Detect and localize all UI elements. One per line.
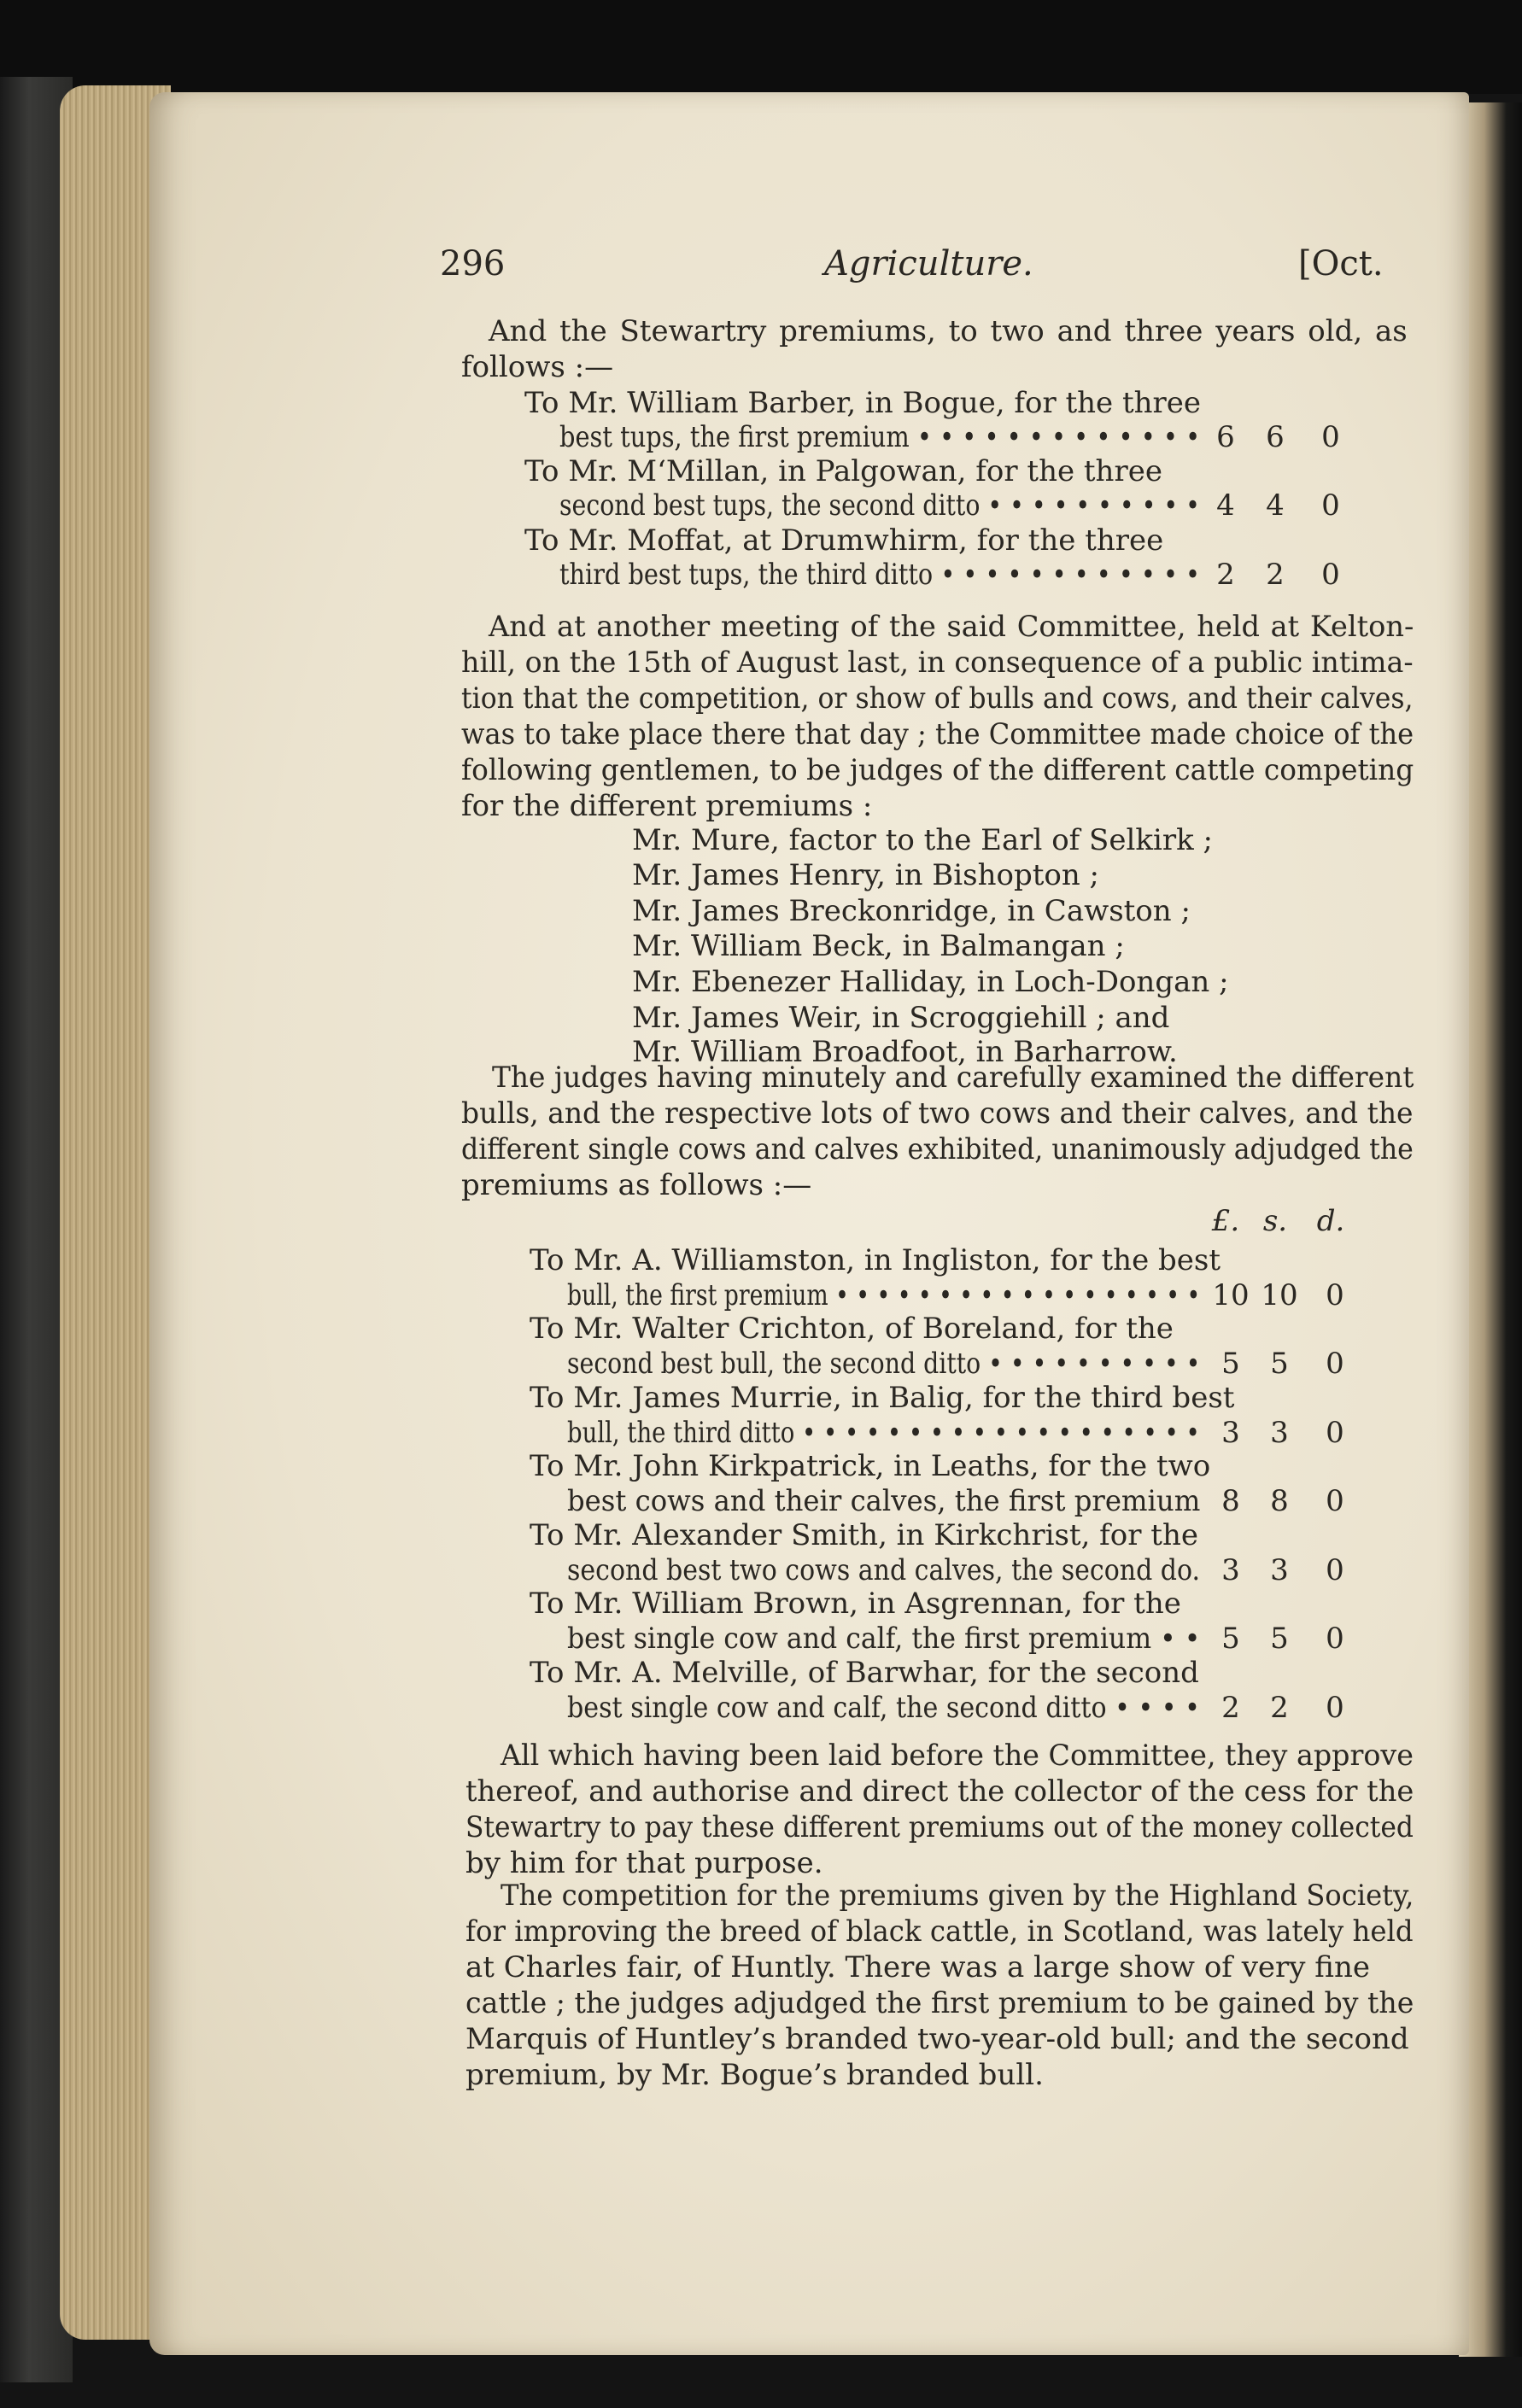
running-title: Agriculture. [824, 244, 1033, 283]
tups-premium-2-shillings: 4 [1266, 488, 1285, 523]
cattle-premium-2-pounds: 5 [1221, 1347, 1240, 1381]
cattle-premium-1-line-1: To Mr. A. Williamston, in Ingliston, for the best [530, 1243, 1221, 1277]
judge-name: Mr. Ebenezer Halliday, in Loch-Dongan ; [632, 965, 1229, 999]
judges-paragraph-line: bulls, and the respective lots of two cows and their calves, and the [461, 1096, 1414, 1131]
judge-name: Mr. James Breckonridge, in Cawston ; [632, 894, 1191, 928]
currency-pounds-header: £. [1211, 1204, 1240, 1238]
tups-premium-2-pence: 0 [1321, 488, 1340, 523]
cattle-premium-7-pence: 0 [1326, 1691, 1344, 1725]
cattle-premium-5-pounds: 3 [1221, 1553, 1240, 1587]
cattle-premium-3-line-1: To Mr. James Murrie, in Balig, for the third best [530, 1381, 1235, 1415]
tups-premium-1-line-2: best tups, the first premium • • • • • • • • • • • • • [559, 420, 1201, 454]
cattle-premium-5-shillings: 3 [1270, 1553, 1289, 1587]
cattle-premium-1-line-2: bull, the first premium • • • • • • • • • • • • • • • • • • [567, 1278, 1201, 1312]
cattle-premium-7-pounds: 2 [1221, 1691, 1240, 1725]
highland-paragraph-line: premium, by Mr. Bogue’s branded bull. [465, 2058, 1044, 2092]
cattle-premium-6-pence: 0 [1326, 1622, 1344, 1656]
cattle-premium-1-pounds: 10 [1212, 1278, 1250, 1312]
cattle-premium-4-shillings: 8 [1270, 1484, 1289, 1518]
meeting-paragraph-line: hill, on the 15th of August last, in consequence of a public intima- [461, 646, 1414, 680]
meeting-paragraph-line: following gentlemen, to be judges of the different cattle competing [461, 753, 1414, 787]
intro-line: follows :— [461, 350, 614, 384]
cattle-premium-5-line-1: To Mr. Alexander Smith, in Kirkchrist, for the [530, 1518, 1198, 1552]
approval-paragraph-line: All which having been laid before the Committee, they approve [501, 1739, 1414, 1773]
currency-pence-header: d. [1316, 1204, 1345, 1238]
cattle-premium-7-line-2: best single cow and calf, the second ditto • • • • [567, 1691, 1200, 1725]
page-number: 296 [440, 244, 506, 283]
cattle-premium-4-line-2: best cows and their calves, the first premium [567, 1484, 1201, 1518]
highland-paragraph-line: for improving the breed of black cattle, in Scotland, was lately held [465, 1914, 1414, 1949]
judge-name: Mr. James Henry, in Bishopton ; [632, 858, 1100, 892]
tups-premium-2-line-1: To Mr. M‘Millan, in Palgowan, for the three [524, 454, 1162, 488]
cattle-premium-2-pence: 0 [1326, 1347, 1344, 1381]
cattle-premium-3-line-2: bull, the third ditto • • • • • • • • • • • • • • • • • • • [567, 1416, 1200, 1450]
tups-premium-3-shillings: 2 [1266, 558, 1285, 592]
judges-paragraph-line: different single cows and calves exhibited, unanimously adjudged the [461, 1132, 1414, 1166]
cattle-premium-6-line-1: To Mr. William Brown, in Asgrennan, for the [530, 1587, 1181, 1621]
approval-paragraph-line: thereof, and authorise and direct the collector of the cess for the [465, 1774, 1414, 1809]
tups-premium-3-line-1: To Mr. Moffat, at Drumwhirm, for the three [524, 523, 1164, 558]
cattle-premium-7-shillings: 2 [1270, 1691, 1289, 1725]
judges-paragraph-line: The judges having minutely and carefully examined the different [492, 1061, 1414, 1095]
judge-name: Mr. William Broadfoot, in Barharrow. [632, 1035, 1178, 1069]
cattle-premium-7-line-1: To Mr. A. Melville, of Barwhar, for the second [530, 1656, 1199, 1690]
cattle-premium-1-shillings: 10 [1261, 1278, 1298, 1312]
cattle-premium-6-shillings: 5 [1270, 1622, 1289, 1656]
cattle-premium-6-pounds: 5 [1221, 1622, 1240, 1656]
cattle-premium-4-pence: 0 [1326, 1484, 1344, 1518]
cattle-premium-6-line-2: best single cow and calf, the first premium • • [567, 1622, 1201, 1656]
tups-premium-2-pounds: 4 [1216, 488, 1235, 523]
tups-premium-1-pounds: 6 [1216, 420, 1235, 454]
highland-paragraph-line: at Charles fair, of Huntly. There was a large show of very fine [465, 1950, 1370, 1984]
tups-premium-3-pence: 0 [1321, 558, 1340, 592]
judges-paragraph-line: premiums as follows :— [461, 1168, 812, 1202]
approval-paragraph-line: by him for that purpose. [465, 1846, 823, 1880]
tups-premium-1-shillings: 6 [1266, 420, 1285, 454]
tups-premium-3-pounds: 2 [1216, 558, 1235, 592]
tups-premium-1-line-1: To Mr. William Barber, in Bogue, for the three [524, 386, 1202, 420]
cattle-premium-4-line-1: To Mr. John Kirkpatrick, in Leaths, for the two [530, 1449, 1211, 1483]
cattle-premium-3-pence: 0 [1326, 1416, 1344, 1450]
tups-premium-3-line-2: third best tups, the third ditto • • • • • • • • • • • • [559, 558, 1200, 592]
highland-paragraph-line: cattle ; the judges adjudged the first premium to be gained by the [465, 1986, 1414, 2020]
judge-name: Mr. Mure, factor to the Earl of Selkirk ; [632, 823, 1213, 857]
cattle-premium-2-line-2: second best bull, the second ditto • • • • • • • • • • [567, 1347, 1201, 1381]
approval-paragraph-line: Stewartry to pay these different premiums out of the money collected [465, 1810, 1414, 1844]
cattle-premium-1-pence: 0 [1326, 1278, 1344, 1312]
tups-premium-2-line-2: second best tups, the second ditto • • • • • • • • • • [559, 488, 1200, 523]
currency-shillings-header: s. [1262, 1204, 1288, 1238]
meeting-paragraph-line: And at another meeting of the said Committee, held at Kelton- [489, 610, 1414, 644]
meeting-paragraph-line: tion that the competition, or show of bulls and cows, and their calves, [461, 681, 1414, 716]
cattle-premium-4-pounds: 8 [1221, 1484, 1240, 1518]
cattle-premium-3-shillings: 3 [1270, 1416, 1289, 1450]
cattle-premium-2-shillings: 5 [1270, 1347, 1289, 1381]
judge-name: Mr. James Weir, in Scroggiehill ; and [632, 1001, 1170, 1035]
cattle-premium-5-line-2: second best two cows and calves, the second do. [567, 1553, 1201, 1587]
intro-line: And the Stewartry premiums, to two and three years old, as [489, 314, 1408, 348]
judge-name: Mr. William Beck, in Balmangan ; [632, 929, 1125, 963]
cattle-premium-3-pounds: 3 [1221, 1416, 1240, 1450]
meeting-paragraph-line: was to take place there that day ; the Committee made choice of the [461, 717, 1414, 751]
highland-paragraph-line: The competition for the premiums given by the Highland Society, [501, 1879, 1414, 1913]
cattle-premium-2-line-1: To Mr. Walter Crichton, of Boreland, for the [530, 1312, 1174, 1346]
running-month: [Oct. [1298, 244, 1384, 283]
highland-paragraph-line: Marquis of Huntley’s branded two-year-old bull; and the second [465, 2022, 1409, 2056]
meeting-paragraph-line: for the different premiums : [461, 789, 873, 823]
cattle-premium-5-pence: 0 [1326, 1553, 1344, 1587]
tups-premium-1-pence: 0 [1321, 420, 1340, 454]
